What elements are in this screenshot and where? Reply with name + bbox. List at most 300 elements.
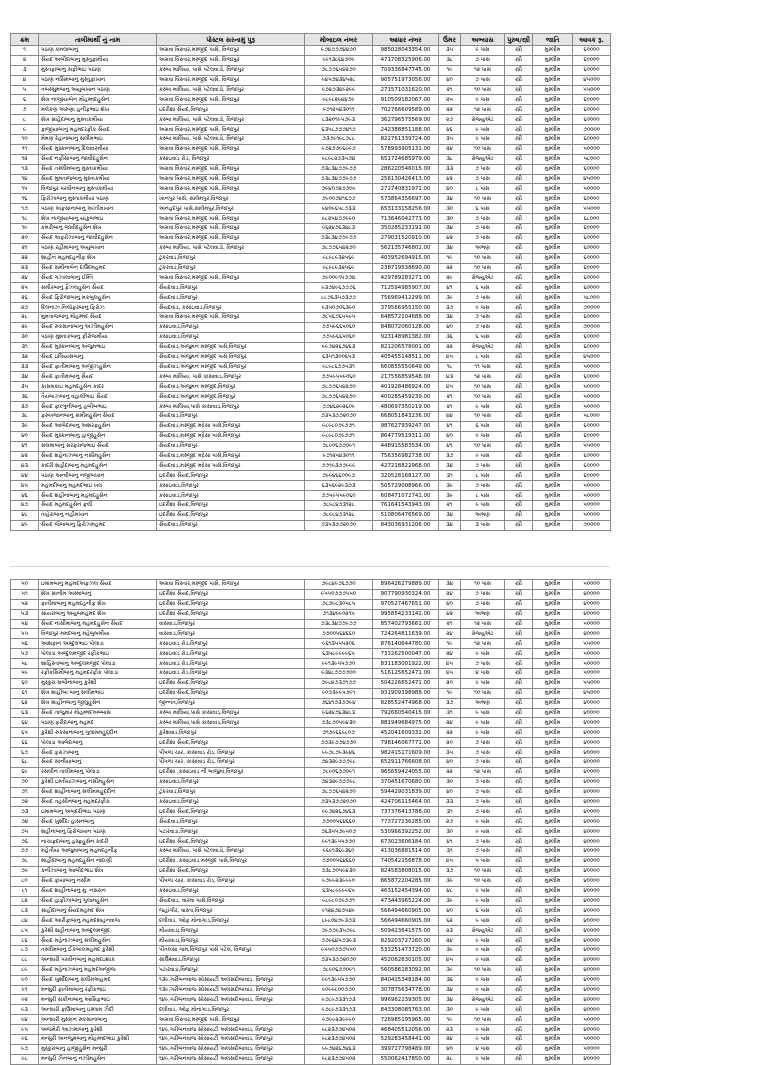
table-row <box>11 332 611 342</box>
cell-caste: મુસ્લીમ <box>533 619 573 629</box>
cell-education: ૧૦ પાસ <box>461 392 505 402</box>
cell-mobile: ૯૯૭૪૨૬૭૪૬૩ <box>305 807 373 817</box>
cell-caste: મુસ્લીમ <box>533 293 573 303</box>
cell-gender: સ્ત્રી <box>505 243 533 253</box>
cell-education: ૧૦ પાસ <box>461 1015 505 1025</box>
cell-name: પઠાણ કમલાબાનુ <box>39 46 157 56</box>
cell-education: ૬ પાસ <box>461 283 505 293</box>
cell-caste: મુસ્લીમ <box>533 481 573 491</box>
cell-mobile: ૬૩૫૧૩૦૦૬૫૩ <box>305 352 373 362</box>
cell-gender: સ્ત્રી <box>505 629 533 639</box>
cell-income: ૫૦૦૦૦ <box>573 481 611 491</box>
cell-name: મુસ્તફાબાનુ સફીભાઇ પઠાણ <box>39 65 157 75</box>
cell-caste: મુસ્લીમ <box>533 748 573 758</box>
cell-caste: મુસ્લીમ <box>533 580 573 590</box>
cell-caste: મુસ્લીમ <box>533 263 573 273</box>
cell-address: કસ્બા માલિયા, પાસે પટેલવાડો, વિજાપુર <box>157 65 305 75</box>
cell-caste: મુસ્લીમ <box>533 75 573 85</box>
cell-mobile: ૯૮૨૩૭૭૪૫૦૨ <box>305 1054 373 1064</box>
cell-education: ૭ પાસ <box>461 214 505 224</box>
cell-address: પીપળા ચાર, કાસાવાડ રોડ, વિજાપુર <box>157 876 305 886</box>
cell-mobile: ૯૭૨૭૭૯૬૯૯૭ <box>305 144 373 154</box>
cell-age: ૧૯ <box>439 688 461 698</box>
cell-income: ૫૫૦૦૦ <box>573 639 611 649</box>
cell-address: સૈયદવાડ,અંજુમન મસ્જીદ,વિજાપુર <box>157 382 305 392</box>
cell-age: ૪૫ <box>439 382 461 392</box>
cell-name: મુમતાજબાનુ મોહમ્મદ સૈયદ <box>39 313 157 323</box>
cell-caste: મુસ્લીમ <box>533 639 573 649</box>
cell-name: અન્સારી પરવીનબાનુ મહમદઇશાક <box>39 955 157 965</box>
cell-caste: મુસ્લીમ <box>533 916 573 926</box>
cell-caste: મુસ્લીમ <box>533 382 573 392</box>
cell-serial: ૯૨ <box>11 995 39 1005</box>
trainee-table-part-1 <box>10 33 611 531</box>
table-row <box>11 322 611 332</box>
cell-address: અગ્રવા વિસ્તાર,મસ્જીદ પાસે, વિજાપુર <box>157 174 305 184</box>
cell-education: ૭ પાસ <box>461 322 505 332</box>
cell-education: ૭ પાસ <box>461 224 505 234</box>
cell-gender: સ્ત્રી <box>505 500 533 510</box>
cell-aadhaar: 578993905131.00 <box>373 144 439 154</box>
cell-gender: સ્ત્રી <box>505 46 533 56</box>
cell-caste: મુસ્લીમ <box>533 1044 573 1054</box>
cell-caste: મુસ્લીમ <box>533 629 573 639</box>
cell-income: ૪૦૦૦૦ <box>573 926 611 936</box>
cell-address: ઇદરીશા સૈયદ,વિજાપુર <box>157 807 305 817</box>
cell-age: ૩૫ <box>439 135 461 145</box>
cell-aadhaar: 987627939247.00 <box>373 421 439 431</box>
cell-address: અગ્રવા વિસ્તાર,મસ્જીદ પાસે, વિજાપુર <box>157 233 305 243</box>
cell-caste: મુસ્લીમ <box>533 1025 573 1035</box>
cell-name: શાહીદાબાનુ મહમદહુસેન નાદાણી <box>39 856 157 866</box>
cell-education: ગ્રેજ્યુએટ <box>461 926 505 936</box>
table-row <box>11 936 611 946</box>
cell-mobile: ૯૬૯૧૩૬૯૩૬૦ <box>305 847 373 857</box>
cell-serial: ૭૧ <box>11 787 39 797</box>
cell-age: ૨૨ <box>439 767 461 777</box>
cell-serial: ૮ <box>11 115 39 125</box>
cell-mobile: ૭૭૫૯૬૬૫૦૬૦ <box>305 332 373 342</box>
cell-age: ૪૧ <box>439 837 461 847</box>
cell-aadhaar: 660855550649.00 <box>373 362 439 372</box>
cell-age: ૩૪ <box>439 520 461 530</box>
cell-serial: ૩૯ <box>11 421 39 431</box>
cell-age: ૨૨ <box>439 728 461 738</box>
cell-name: કુરેશી શહીનાબાનુ અબ્દુલમજીદ <box>39 926 157 936</box>
cell-mobile: ૭૧૩૪૯૯૦૨૧૫ <box>305 609 373 619</box>
cell-aadhaar: 792660540415.00 <box>373 708 439 718</box>
cell-mobile: ૯૦૯૯૮૦૦૭૭૦ <box>305 985 373 995</box>
cell-name: સૈયદ મુસ્કાનબાનુ હાજીહુસેન <box>39 431 157 441</box>
cell-age: ૨૫ <box>439 95 461 105</box>
cell-age: ૨૧ <box>439 500 461 510</box>
cell-mobile: ૭૩૮૩૪૭૭૯૭૭ <box>305 164 373 174</box>
cell-address: સૈયદવાડ,વિજાપુર <box>157 283 305 293</box>
cell-age: ૨૩ <box>439 926 461 936</box>
cell-gender: સ્ત્રી <box>505 856 533 866</box>
cell-age: ૩૪ <box>439 580 461 590</box>
table-row <box>11 233 611 243</box>
cell-name: કમરીબાનુ જાવીદહુસેન શેખ <box>39 224 157 234</box>
cell-age: ૨૪ <box>439 629 461 639</box>
cell-serial: ૧૦ <box>11 135 39 145</box>
cell-caste: મુસ્લીમ <box>533 767 573 777</box>
cell-education: ૮ પાસ <box>461 184 505 194</box>
cell-serial: ૪૨ <box>11 451 39 461</box>
cell-income: ૪૦૦૦૦ <box>573 817 611 827</box>
cell-age: ૩૯ <box>439 945 461 955</box>
cell-age: ૩૧ <box>439 807 461 817</box>
cell-caste: મુસ્લીમ <box>533 46 573 56</box>
cell-income: ૬૦૦૦૦ <box>573 451 611 461</box>
cell-mobile: ૯૯૧૩૮૬૪૭૦૯ <box>305 55 373 65</box>
cell-serial: ૩૪ <box>11 372 39 382</box>
cell-income: ૬૦૦૦૦ <box>573 65 611 75</box>
cell-income: ૬૦૦૦૦ <box>573 55 611 65</box>
cell-gender: સ્ત્રી <box>505 995 533 1005</box>
cell-aadhaar: 713646042773.00 <box>373 214 439 224</box>
cell-income: ૬૦૦૦૦ <box>573 342 611 352</box>
cell-mobile: ૭૩૫૩૭૭૨૦૭૦ <box>305 955 373 965</box>
cell-address: સૈયદવાડ,અંજુમન મસ્જીદ પાસે,વિજાપુર <box>157 342 305 352</box>
cell-name: સૈયદ શહીનાબાનુ મહમદહુસેન <box>39 491 157 501</box>
cell-gender: સ્ત્રી <box>505 520 533 530</box>
cell-age: ૪૦ <box>439 599 461 609</box>
cell-income: ૪૦૦૦૦ <box>573 985 611 995</box>
table-row <box>11 797 611 807</box>
cell-income: ૬૦૦૦૦ <box>573 431 611 441</box>
table-row <box>11 629 611 639</box>
table-row <box>11 194 611 204</box>
cell-age: ૩૭ <box>439 866 461 876</box>
cell-serial: ૩૫ <box>11 382 39 392</box>
cell-serial: ૮૦ <box>11 876 39 886</box>
cell-name: સૈયદ સાનીયાબાનુ <box>39 758 157 768</box>
cell-caste: મુસ્લીમ <box>533 431 573 441</box>
cell-age: ૩૯ <box>439 481 461 491</box>
cell-caste: મુસ્લીમ <box>533 945 573 955</box>
cell-mobile: ૭૭૧૯૩૭૭૯૯૯ <box>305 461 373 471</box>
cell-income: ૪૦૦૦૦ <box>573 589 611 599</box>
cell-gender: સ્ત્રી <box>505 55 533 65</box>
cell-mobile: ૭૩૮૭૦૫૯૪૩૦ <box>305 866 373 876</box>
cell-serial: ૨૪ <box>11 273 39 283</box>
cell-age: ૪૧ <box>439 421 461 431</box>
cell-aadhaar: 865872204285.00 <box>373 876 439 886</box>
cell-address: કુરેશવાડ,વિજાપુર <box>157 728 305 738</box>
cell-mobile: ૮૩૨૦૧૯૫૭૯૩ <box>305 115 373 125</box>
cell-serial: ૯૫ <box>11 1025 39 1035</box>
cell-name: સૈયદ ફાલ્ગુનીબાનુ હબીબભાઇ <box>39 402 157 412</box>
cell-aadhaar: 504226652471.00 <box>373 678 439 688</box>
table-row <box>11 520 611 530</box>
cell-aadhaar: 400285459239.00 <box>373 392 439 402</box>
cell-address: ઇદરીશા સૈયદ,વિજાપુર <box>157 678 305 688</box>
cell-education: ૬ પાસ <box>461 906 505 916</box>
cell-mobile: ૭૮૭૭૬૫૪૨૭૦ <box>305 787 373 797</box>
cell-mobile: ૯૭૮૯૭૩૩૧૭૩ <box>305 995 373 1005</box>
cell-caste: મુસ્લીમ <box>533 362 573 372</box>
table-row <box>11 955 611 965</box>
table-row <box>11 214 611 224</box>
cell-education: અભણ <box>461 243 505 253</box>
table-row <box>11 906 611 916</box>
cell-mobile: ૯૩૫૦૭૦૬૩૯૦ <box>305 303 373 313</box>
cell-age: ૪૬ <box>439 125 461 135</box>
cell-income: ૬૦૦૦૦ <box>573 372 611 382</box>
cell-education: અભણ <box>461 609 505 619</box>
cell-education: ગ્રેજ્યુએટ <box>461 154 505 164</box>
cell-gender: સ્ત્રી <box>505 896 533 906</box>
cell-gender: સ્ત્રી <box>505 421 533 431</box>
table-row <box>11 95 611 105</box>
cell-education: ૯ પાસ <box>461 936 505 946</box>
cell-gender: સ્ત્રી <box>505 342 533 352</box>
cell-age: ૪૧ <box>439 441 461 451</box>
header-address: પોસ્ટલ સરનામું પુરૂ <box>157 34 305 46</box>
cell-mobile: ૭૭૯૬૪૫૭૩૯૩ <box>305 936 373 946</box>
cell-address: કસ્બા માલિયા, પાસે પટેલવાડો, વિજાપુર <box>157 243 305 253</box>
cell-aadhaar: 843308085763.00 <box>373 1005 439 1015</box>
cell-age: ૪૦ <box>439 758 461 768</box>
cell-income: ૪૦૦૦૦ <box>573 758 611 768</box>
table-row <box>11 263 611 273</box>
cell-mobile: ૯૭૧૨૫૪૩૦૧૧ <box>305 451 373 461</box>
cell-name: રફીકસિમીબાનુ મહમદરફીક પોલાડા <box>39 669 157 679</box>
cell-serial: ૨૯ <box>11 322 39 332</box>
cell-aadhaar: 982415171609.00 <box>373 748 439 758</box>
cell-aadhaar: 429789283271.00 <box>373 273 439 283</box>
cell-caste: મુસ્લીમ <box>533 1005 573 1015</box>
cell-caste: મુસ્લીમ <box>533 85 573 95</box>
cell-aadhaar: 401928486924.00 <box>373 382 439 392</box>
cell-caste: મુસ્લીમ <box>533 847 573 857</box>
cell-education: ૭ પાસ <box>461 787 505 797</box>
cell-aadhaar: 272740831971.00 <box>373 184 439 194</box>
table-row <box>11 243 611 253</box>
cell-mobile: ૯૯૭૮૭૯૩૯૪૬ <box>305 748 373 758</box>
cell-mobile: ૯૮૯૮૨૯૪૪૭૯ <box>305 95 373 105</box>
cell-education: ૯ પાસ <box>461 402 505 412</box>
cell-name: ઇમામબાનુ અબદરીભાઇ પઠાણ <box>39 807 157 817</box>
cell-address: કસ્બા માલિયા, પાસે કાસાવાડ,વિજાપુર <box>157 372 305 382</box>
cell-caste: મુસ્લીમ <box>533 451 573 461</box>
cell-education: ૯ પાસ <box>461 728 505 738</box>
cell-address: દલીવાડ, ઓફ મોનાગાડ,વિજાપુર <box>157 1005 305 1015</box>
cell-mobile: ૯૩૪૮૭૭૭૭૦૦ <box>305 669 373 679</box>
table-row <box>11 204 611 214</box>
cell-age: ૩૬ <box>439 332 461 342</box>
cell-education: ૧૨ પાસ <box>461 639 505 649</box>
cell-address: ઇદરીશા સૈયદ,વિજાપુર <box>157 738 305 748</box>
table-row <box>11 975 611 985</box>
cell-name: સૈયદ ફાયાબાનુ નસીમ <box>39 876 157 886</box>
cell-mobile: ૭૩૮૩૪૭૭૯૭૭ <box>305 619 373 629</box>
cell-name: સૈયદ મહમદહુસેન ફલી <box>39 500 157 510</box>
cell-mobile: ૯૭૪૭૭૭૪૪૭૦ <box>305 46 373 56</box>
cell-aadhaar: 452062630105.00 <box>373 955 439 965</box>
cell-address: ઇદરીશા સૈયદ,વિજાપુર <box>157 589 305 599</box>
cell-serial: ૯૧ <box>11 985 39 995</box>
cell-aadhaar: 271571031620.00 <box>373 85 439 95</box>
cell-education: ૯ પાસ <box>461 718 505 728</box>
cell-caste: મુસ્લીમ <box>533 233 573 243</box>
cell-name: સૈયદ અબીદાબાનુ મુસ્તુફામીયા <box>39 55 157 65</box>
cell-name: સૈયદ તાજુમાર મોહમ્મદઅબ્બાસ <box>39 708 157 718</box>
table-row <box>11 807 611 817</box>
cell-serial: ૬૯ <box>11 767 39 777</box>
cell-name: સૈયદ ફરાઝાબાનુ <box>39 748 157 758</box>
cell-aadhaar: 712594985907.00 <box>373 283 439 293</box>
cell-age: ૨૪ <box>439 144 461 154</box>
cell-address: ટુંકરવાડ,વિજાપુર <box>157 787 305 797</box>
cell-caste: મુસ્લીમ <box>533 313 573 323</box>
cell-address: કસાઇવાડ,વિજાપુર <box>157 886 305 896</box>
cell-gender: સ્ત્રી <box>505 886 533 896</box>
cell-income: ૫૫૦૦૦ <box>573 85 611 95</box>
cell-name: શેખ નાજીયાબાનુ યાકુબભાઇ <box>39 214 157 224</box>
table-row <box>11 777 611 787</box>
cell-aadhaar: 648572104688.00 <box>373 313 439 323</box>
cell-serial: ૪ <box>11 75 39 85</box>
table-row <box>11 431 611 441</box>
table-row <box>11 421 611 431</box>
cell-age: ૨૭ <box>439 817 461 827</box>
cell-address: ઇદરીશા સૈયદ,વિજાપુર <box>157 837 305 847</box>
cell-serial: ૧૧ <box>11 144 39 154</box>
cell-address: પટારવાડા,વિજાપુર <box>157 965 305 975</box>
cell-education: ૭ પાસ <box>461 837 505 847</box>
cell-name: સૈયદ તહસીનબાનુ મહમદરફીક <box>39 797 157 807</box>
cell-income: ૬૦૦૦૦ <box>573 253 611 263</box>
table-row <box>11 362 611 372</box>
cell-address: મીયાંવાડા,વિજાપુર <box>157 926 305 936</box>
cell-address: કસાઇવાડ રોડ, વિજાપુર <box>157 154 305 164</box>
cell-income: ૪૦૦૦૦ <box>573 599 611 609</box>
table-row <box>11 669 611 679</box>
cell-education: ૯ પાસ <box>461 916 505 926</box>
cell-mobile: ૯૫૫૦૭૭૭૫૫૦ <box>305 589 373 599</box>
cell-income: ૪૫૦૦૦ <box>573 688 611 698</box>
cell-age: ૩૦ <box>439 1005 461 1015</box>
cell-gender: સ્ત્રી <box>505 144 533 154</box>
cell-gender: સ્ત્રી <box>505 85 533 95</box>
cell-income: ૬૦૦૦૦ <box>573 421 611 431</box>
cell-aadhaar: 673023606184.00 <box>373 837 439 847</box>
cell-serial: ૧૯ <box>11 224 39 234</box>
cell-mobile: ૭૭૦૦૫૬૪૬૬૦ <box>305 817 373 827</box>
cell-income: ૫૦૦૦૦ <box>573 362 611 372</box>
cell-income: ૪૦૦૦૦ <box>573 718 611 728</box>
cell-caste: મુસ્લીમ <box>533 678 573 688</box>
cell-name: પઠાણ અફસાનાબાનુ અઝીમખાન <box>39 204 157 214</box>
table-row <box>11 847 611 857</box>
cell-education: ૯ પાસ <box>461 945 505 955</box>
cell-age: ૩૩ <box>439 797 461 807</box>
cell-name: સલમાબાનુ સરફરાજભાઇ સૈયદ <box>39 441 157 451</box>
cell-name: આશફાન અબ્દુલભાઇ પોલાડા <box>39 639 157 649</box>
cell-mobile: ૬૩૫૬૯૨૯૩૭૩ <box>305 481 373 491</box>
cell-gender: સ્ત્રી <box>505 115 533 125</box>
cell-gender: સ્ત્રી <box>505 738 533 748</box>
cell-gender: સ્ત્રી <box>505 263 533 273</box>
header-income: આવક રૂ. <box>573 34 611 46</box>
cell-serial: ૪૩ <box>11 461 39 471</box>
table-row <box>11 125 611 135</box>
cell-mobile: ૭૭૩૯૭૭૪૭૭૦ <box>305 738 373 748</box>
cell-education: ૭ પાસ <box>461 75 505 85</box>
cell-caste: મુસ્લીમ <box>533 807 573 817</box>
cell-aadhaar: 566494660905.00 <box>373 906 439 916</box>
cell-age: ૪૫ <box>439 669 461 679</box>
cell-education: ૫ પાસ <box>461 856 505 866</box>
cell-income: ૪૦૦૦૦ <box>573 847 611 857</box>
cell-education: ૯ પાસ <box>461 95 505 105</box>
cell-aadhaar: 843036931206.00 <box>373 520 439 530</box>
cell-address: અગ્રવા વિસ્તાર,મસ્જીદ પાસે, વિજાપુર <box>157 224 305 234</box>
cell-name: સૈયદ જૈબાબાનુ ફિરોઝમહમદ <box>39 520 157 530</box>
cell-aadhaar: 848072060128.00 <box>373 322 439 332</box>
cell-age: ૪૦ <box>439 1044 461 1054</box>
table-row <box>11 184 611 194</box>
cell-aadhaar: 910509182067.00 <box>373 95 439 105</box>
cell-mobile: ૭૭૫૯૫૫૯૦૬૦ <box>305 372 373 382</box>
cell-name: મન્સુરી ફાતીમાબાનુ રફીકભાઇ <box>39 985 157 995</box>
cell-caste: મુસ્લીમ <box>533 866 573 876</box>
cell-aadhaar: 931909398988.00 <box>373 688 439 698</box>
cell-name: વિજાપુર પરવીનબાનુ મુસ્તાકમીયા <box>39 184 157 194</box>
cell-address: પીપળા ચાર, કાસાવાડ રોડ, વિજાપુર <box>157 758 305 768</box>
cell-income: ૪૦૦૦૦ <box>573 896 611 906</box>
cell-age: ૨૨ <box>439 263 461 273</box>
cell-education: ૭ પાસ <box>461 164 505 174</box>
cell-education: ૭ પાસ <box>461 313 505 323</box>
cell-gender: સ્ત્રી <box>505 441 533 451</box>
cell-address: કસાઇવાડ રોડ,વિજાપુર <box>157 649 305 659</box>
cell-gender: સ્ત્રી <box>505 609 533 619</box>
cell-education: ૭ પાસ <box>461 659 505 669</box>
cell-mobile: ૯૮૯૮૬૭૭૫૩૧ <box>305 362 373 372</box>
cell-aadhaar: 286220546015.00 <box>373 164 439 174</box>
cell-education: ૭ પાસ <box>461 738 505 748</box>
cell-gender: સ્ત્રી <box>505 866 533 876</box>
cell-gender: સ્ત્રી <box>505 184 533 194</box>
cell-gender: સ્ત્રી <box>505 431 533 441</box>
cell-name: સૈયદ ફિરોજાબાનુ મકબુલહુસેન <box>39 293 157 303</box>
cell-income: ૫૦૦૦૦ <box>573 669 611 679</box>
cell-aadhaar: 756969412299.00 <box>373 293 439 303</box>
cell-caste: મુસ્લીમ <box>533 1034 573 1044</box>
cell-income: ૬૦૦૦૦ <box>573 461 611 471</box>
cell-serial: ૫૦ <box>11 580 39 590</box>
cell-mobile: ૭૭૦૦૫૬૪૬૬૦ <box>305 629 373 639</box>
cell-gender: સ્ત્રી <box>505 619 533 629</box>
cell-serial: ૬૬ <box>11 738 39 748</box>
cell-aadhaar: 452041609331.00 <box>373 728 439 738</box>
cell-income: ૬૦૦૦૦ <box>573 194 611 204</box>
cell-income: ૪૦૦૦૦ <box>573 936 611 946</box>
cell-education: ગ્રેજ્યુએટ <box>461 342 505 352</box>
cell-address: સૈયદવાડ,વિજાપુર <box>157 411 305 421</box>
cell-address: કસ્બા માલિયા,પાસે કાસાવાડ,વિજાપુર <box>157 708 305 718</box>
cell-age: ૩૪ <box>439 313 461 323</box>
cell-education: ૧૦ પાસ <box>461 441 505 451</box>
cell-name: શેખ સાહેદાબાનુ મુસ્તાકમીયા <box>39 115 157 125</box>
cell-serial: ૧૭ <box>11 204 39 214</box>
cell-name: મુસ્કુરાબાનુ હાજીહુસેન મન્સુરી <box>39 1044 157 1054</box>
cell-name: સૈયદ શાહીનાબાનુ સલીમમહુદ્દીન <box>39 787 157 797</box>
cell-address: સૈયદવાડ,અંજુમન મસ્જીદ,વિજાપુર <box>157 392 305 402</box>
